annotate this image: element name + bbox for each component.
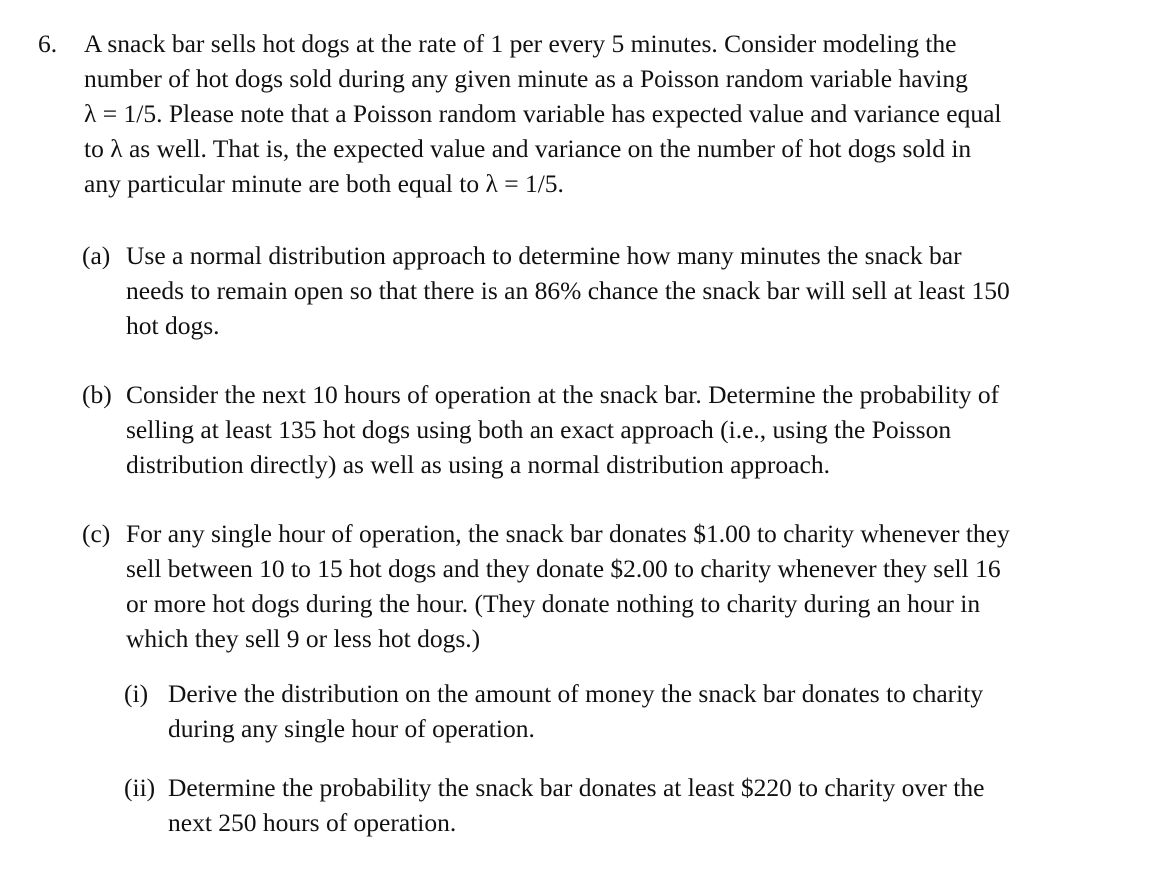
part-c-text	[126, 516, 1010, 656]
part-c-line: or more hot dogs during the hour. (They donate nothing to charity during an hour in	[126, 589, 981, 618]
subpart-ii	[124, 770, 984, 840]
subpart-i-text	[168, 676, 983, 746]
problem-stem-row	[38, 26, 1148, 201]
part-a-label: (a)	[82, 241, 111, 270]
stem-line: λ = 1/5. Please note that a Poisson random variable has expected value and variance equal	[84, 99, 1002, 128]
part-b-line: Consider the next 10 hours of operation at the snack bar. Determine the probability of	[126, 380, 1000, 409]
subpart-i-line: Derive the distribution on the amount of money the snack bar donates to charity	[168, 679, 984, 708]
part-c-label: (c)	[82, 519, 111, 548]
part-a-line: hot dogs.	[126, 311, 220, 340]
subpart-ii-line: next 250 hours of operation.	[168, 808, 457, 837]
stem-line: number of hot dogs sold during any given minute as a Poisson random variable having	[84, 64, 968, 93]
stem-line: to λ as well. That is, the expected value and variance on the number of hot dogs sold in	[84, 134, 972, 163]
subpart-ii-label: (ii)	[124, 773, 156, 802]
stem-line: A snack bar sells hot dogs at the rate of 1 per every 5 minutes. Consider modeling the	[84, 29, 957, 58]
part-c-line: which they sell 9 or less hot dogs.)	[126, 624, 481, 653]
problem-stem	[84, 26, 1148, 201]
part-b-label: (b)	[82, 380, 112, 409]
part-a	[82, 238, 1010, 343]
subpart-ii-text	[168, 770, 984, 840]
part-a-text	[126, 238, 1010, 343]
part-c	[82, 516, 1010, 656]
problem-number: 6.	[38, 29, 58, 58]
part-b-line: distribution directly) as well as using a normal distribution approach.	[126, 450, 830, 479]
part-a-line: Use a normal distribution approach to determine how many minutes the snack bar	[126, 241, 962, 270]
problem-6	[38, 26, 1148, 201]
stem-line: any particular minute are both equal to λ = 1/5.	[84, 169, 564, 198]
subpart-i	[124, 676, 983, 746]
subpart-i-label: (i)	[124, 679, 149, 708]
part-c-line: sell between 10 to 15 hot dogs and they donate $2.00 to charity whenever they sell 16	[126, 554, 1001, 583]
part-b-text	[126, 377, 999, 482]
subpart-ii-line: Determine the probability the snack bar donates at least $220 to charity over the	[168, 773, 985, 802]
part-c-line: For any single hour of operation, the snack bar donates $1.00 to charity whenever they	[126, 519, 1010, 548]
subpart-i-line: during any single hour of operation.	[168, 714, 535, 743]
part-b	[82, 377, 999, 482]
part-a-line: needs to remain open so that there is an 86% chance the snack bar will sell at least 150	[126, 276, 1010, 305]
part-b-line: selling at least 135 hot dogs using both an exact approach (i.e., using the Poisson	[126, 415, 952, 444]
